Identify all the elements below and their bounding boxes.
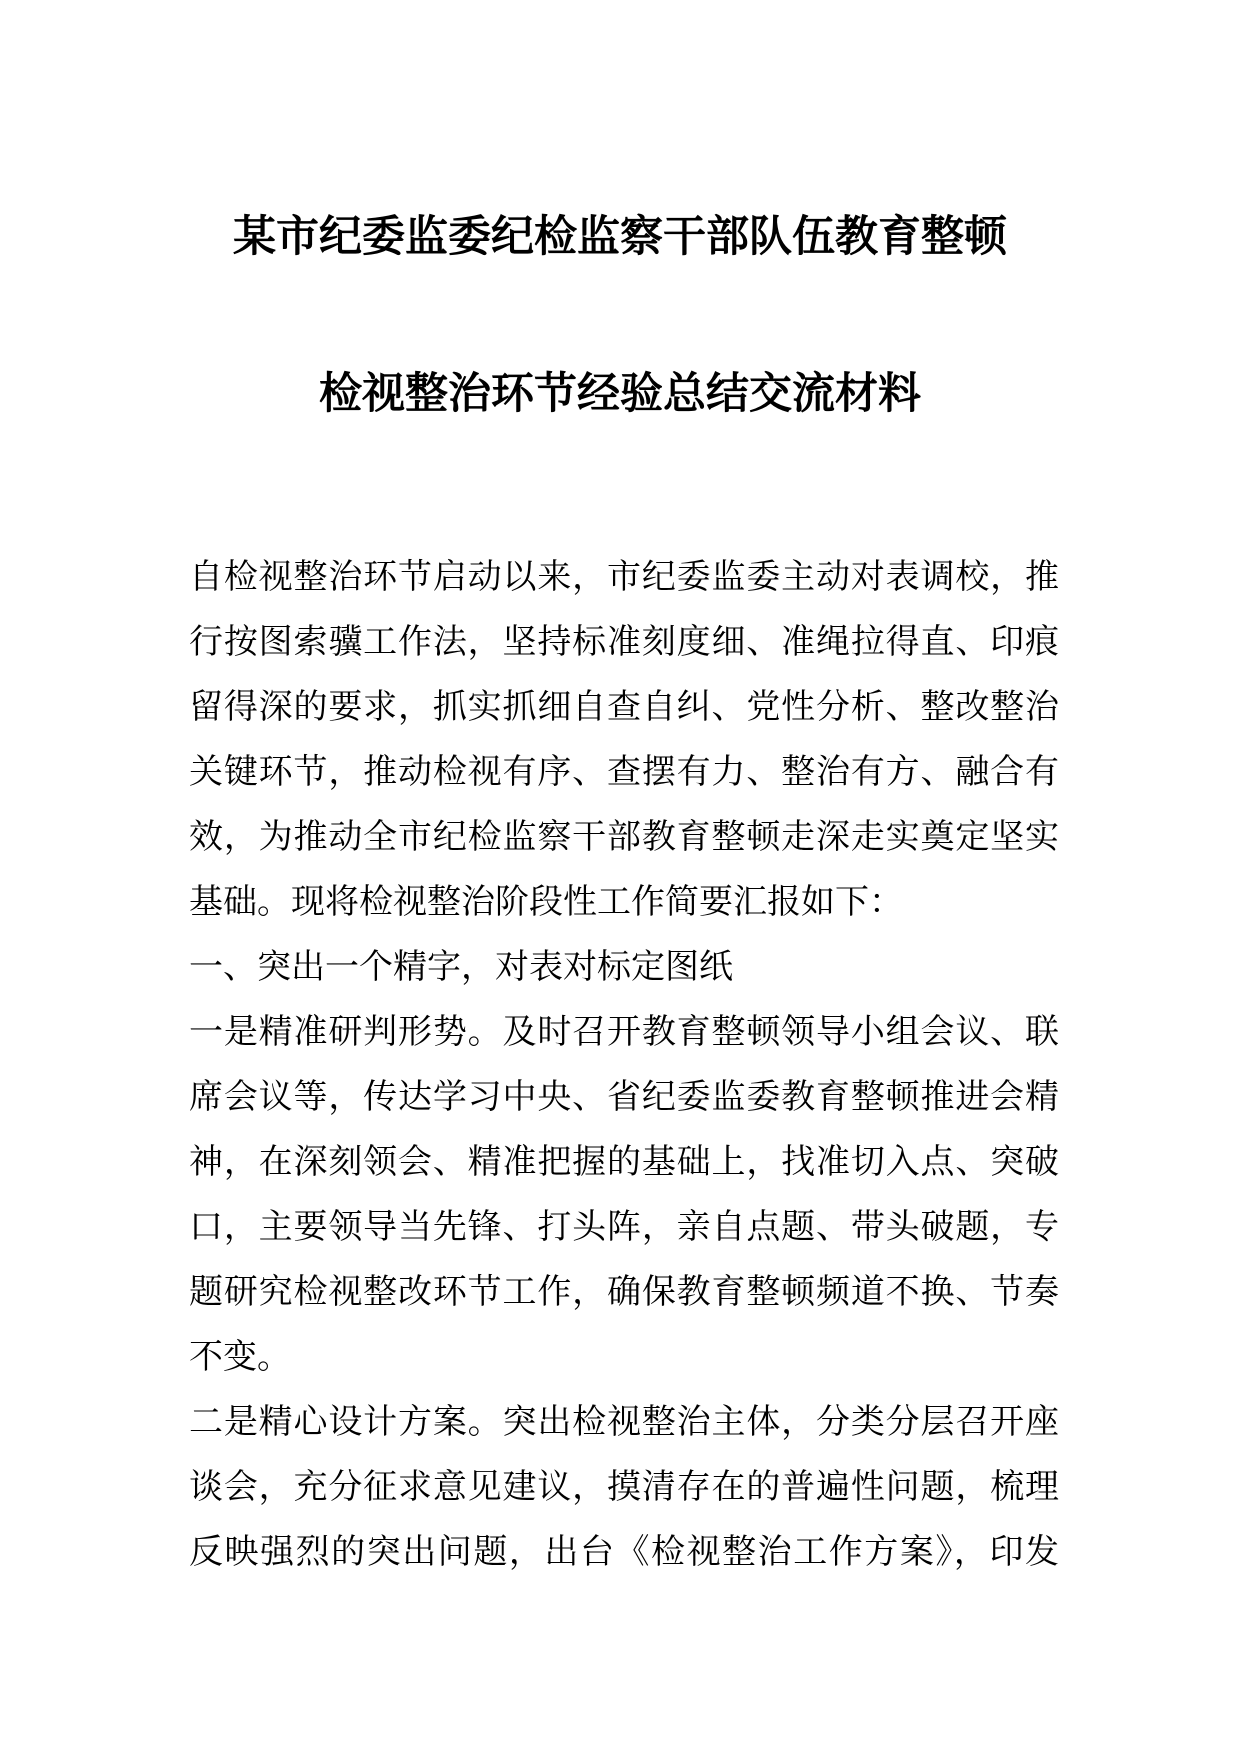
document-body [189,545,1059,1585]
body-text-line: 自检视整治环节启动以来，市纪委监委主动对表调校，推 [189,557,1059,597]
body-text-line: 一是精准研判形势。及时召开教育整顿领导小组会议、联 [189,1012,1059,1052]
body-text-line: 关键环节，推动检视有序、查摆有力、整治有方、融合有 [189,752,1059,792]
body-text-line: 谈会，充分征求意见建议，摸清存在的普遍性问题，梳理 [189,1467,1059,1507]
document-title-line-1: 某市纪委监委纪检监察干部队伍教育整顿 [233,212,1007,262]
body-text-line: 口，主要领导当先锋、打头阵，亲自点题、带头破题，专 [189,1207,1059,1247]
document-title-line-2: 检视整治环节经验总结交流材料 [319,369,921,419]
body-text-line: 一、突出一个精字，对表对标定图纸 [189,947,733,987]
body-text-line: 不变。 [189,1337,291,1377]
body-text-line: 效，为推动全市纪检监察干部教育整顿走深走实奠定坚实 [189,817,1059,857]
body-text-line: 基础。现将检视整治阶段性工作简要汇报如下： [189,882,903,922]
body-text-line: 二是精心设计方案。突出检视整治主体，分类分层召开座 [189,1402,1059,1442]
body-text-line: 行按图索骥工作法，坚持标准刻度细、准绳拉得直、印痕 [189,622,1059,662]
body-text-line: 留得深的要求，抓实抓细自查自纠、党性分析、整改整治 [189,687,1059,727]
body-text-line: 反映强烈的突出问题，出台《检视整治工作方案》，印发 [189,1532,1059,1572]
body-text-line: 神，在深刻领会、精准把握的基础上，找准切入点、突破 [189,1142,1059,1182]
body-text-line: 席会议等，传达学习中央、省纪委监委教育整顿推进会精 [189,1077,1059,1117]
body-text-line: 题研究检视整改环节工作，确保教育整顿频道不换、节奏 [189,1272,1059,1312]
